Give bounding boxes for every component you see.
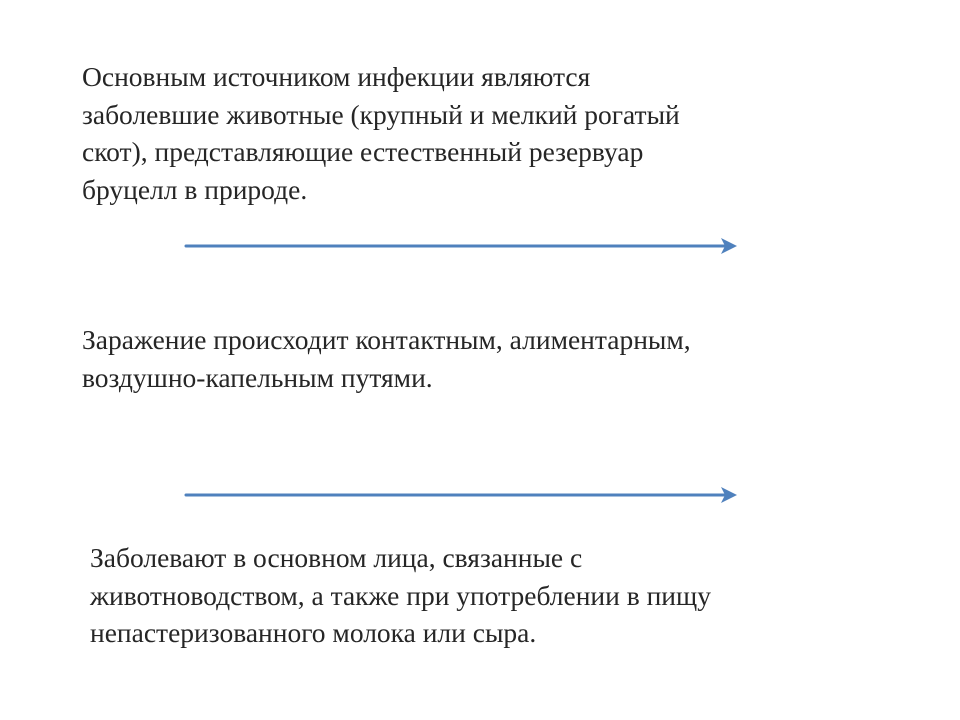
text-line: непастеризованного молока или сыра.	[90, 617, 537, 648]
text-line: бруцелл в природе.	[82, 173, 308, 205]
text-line: заболевшие животные (крупный и мелкий рогатый	[82, 98, 680, 130]
text-block-risk-groups	[90, 539, 711, 652]
text-line: животноводством, а также при употреблении в пищу	[90, 579, 711, 611]
text-block-transmission	[82, 321, 691, 396]
text-line: Заражение происходит контактным, алиментарным,	[82, 324, 691, 355]
text-block-infection-source	[82, 58, 680, 208]
text-line: Основным источником инфекции являются	[82, 61, 591, 92]
text-line: Заболевают в основном лица, связанные с	[90, 542, 583, 573]
text-line: воздушно-капельным путями.	[82, 361, 433, 393]
right-arrow-icon	[184, 237, 740, 255]
right-arrow-icon	[184, 486, 740, 504]
text-line: скот), представляющие естественный резервуар	[82, 136, 644, 167]
